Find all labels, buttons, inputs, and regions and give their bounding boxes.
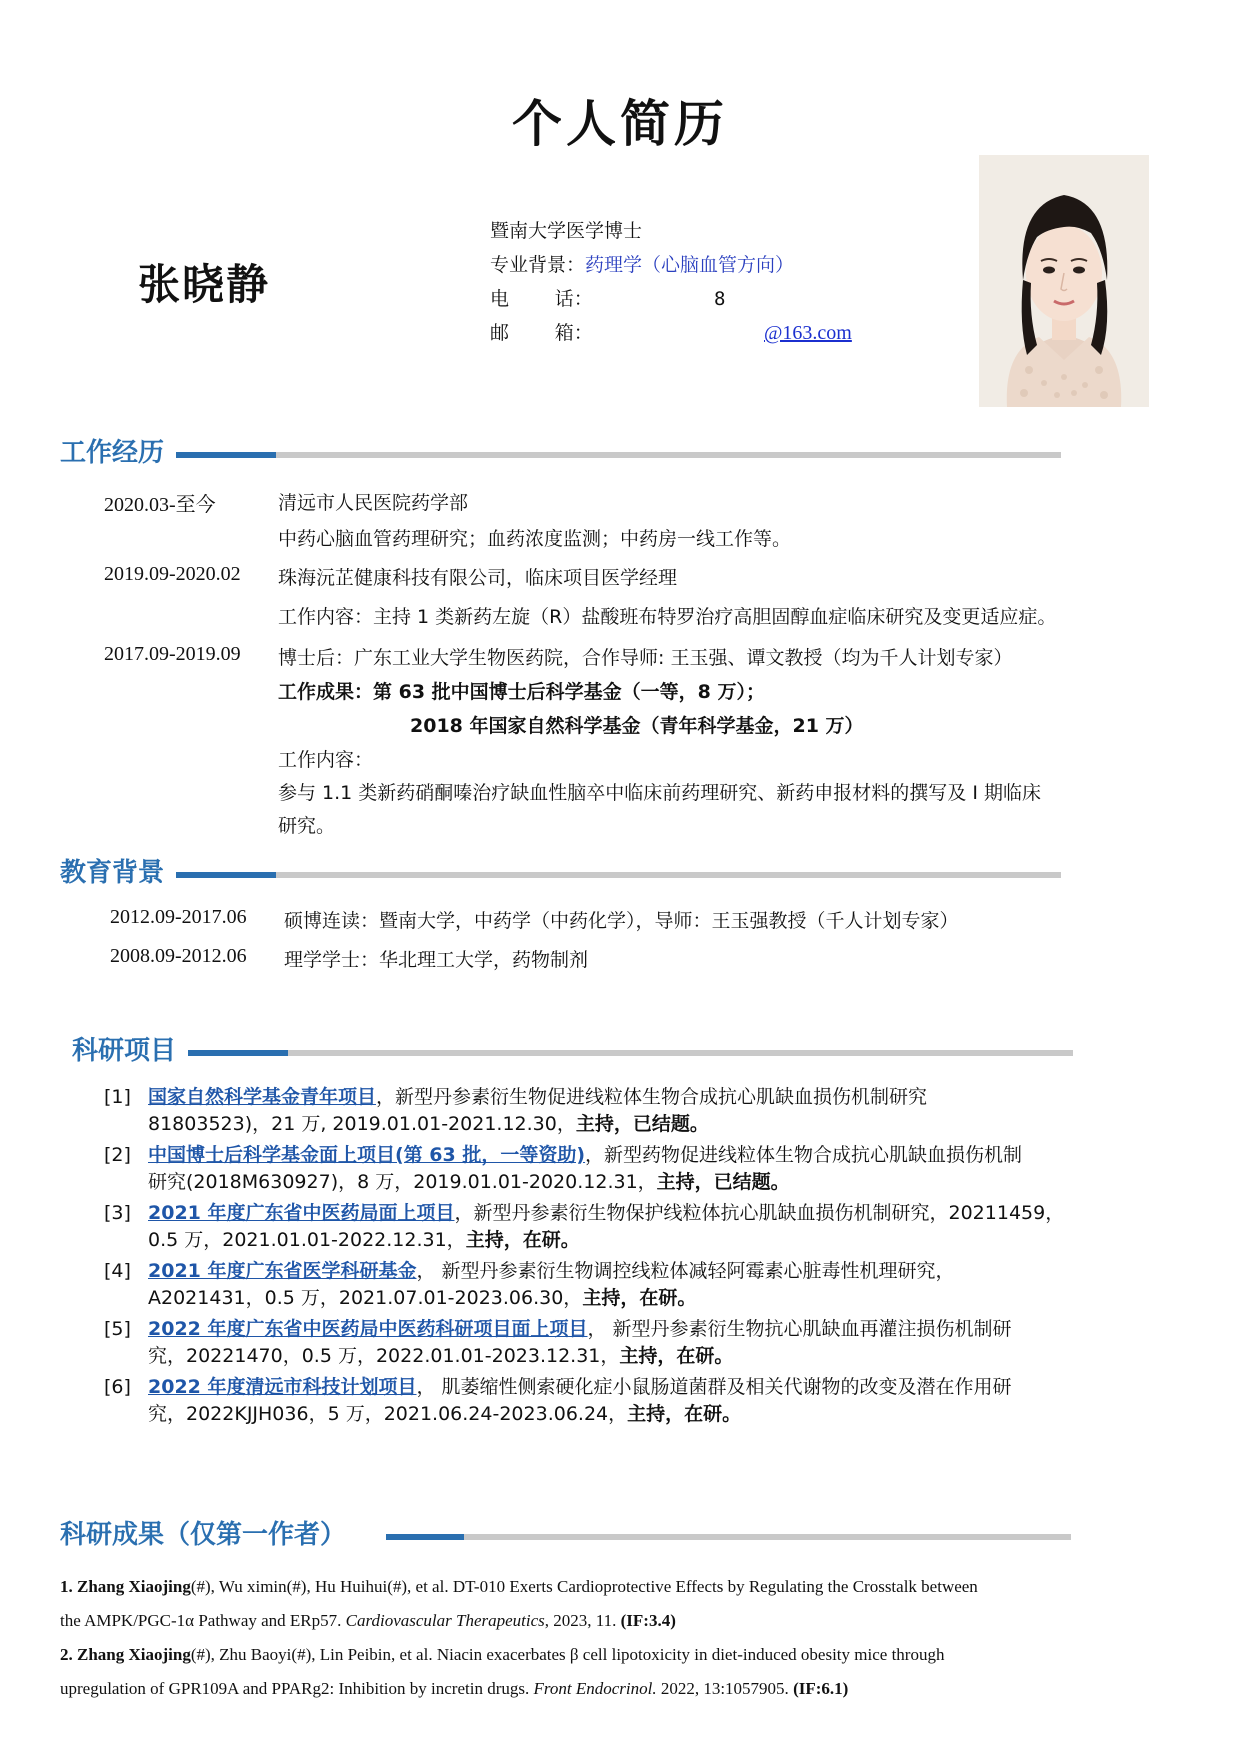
- section-divider-accent: [176, 872, 276, 878]
- project-number: [4]: [104, 1260, 131, 1282]
- project-item-4: [104, 1258, 1144, 1312]
- section-title-research: 科研项目: [72, 1036, 177, 1066]
- publication-author: Zhang Xiaojing: [77, 1577, 191, 1596]
- degree-text: 暨南大学医学博士: [490, 220, 643, 242]
- work-3-line-2: 工作成果：第 63 批中国博士后科学基金（一等，8 万）；: [278, 681, 766, 703]
- work-1-line-2: 中药心脑血管药理研究；血药浓度监测；中药房一线工作等。: [278, 528, 792, 550]
- project-status: 主持，已结题。: [656, 1171, 790, 1193]
- project-link[interactable]: 2022 年度广东省中医药局中医药科研项目面上项目: [148, 1318, 588, 1340]
- project-number: [1]: [104, 1086, 131, 1108]
- project-item-1: [104, 1084, 1144, 1138]
- project-link[interactable]: 2021 年度广东省中医药局面上项目: [148, 1202, 455, 1224]
- project-link[interactable]: 2022 年度清远市科技计划项目: [148, 1376, 417, 1398]
- publication-journal: Cardiovascular Therapeutics: [345, 1611, 545, 1630]
- section-divider-accent: [386, 1534, 464, 1540]
- project-status: 主持，已结题。: [575, 1113, 709, 1135]
- publication-2-line-1: [60, 1638, 1140, 1672]
- project-link[interactable]: 中国博士后科学基金面上项目(第 63 批，一等资助): [148, 1144, 586, 1166]
- profile-photo: [979, 155, 1149, 407]
- edu-text-2: 理学学士：华北理工大学，药物制剂: [284, 949, 589, 971]
- project-number: [6]: [104, 1376, 131, 1398]
- publication-title-end: the AMPK/PGC-1α Pathway and ERp57.: [60, 1611, 346, 1630]
- major-line: [490, 250, 794, 277]
- email-line: [490, 318, 852, 345]
- project-item-2: [104, 1142, 1144, 1196]
- work-3-line-6: 研究。: [278, 815, 336, 837]
- edu-text-1: 硕博连读：暨南大学，中药学（中药化学），导师：王玉强教授（千人计划专家）: [284, 910, 959, 932]
- page-title: 个人简历: [512, 94, 728, 153]
- section-divider: [176, 452, 1061, 458]
- major-label: 专业背景：: [490, 254, 586, 276]
- section-divider-accent: [188, 1050, 288, 1056]
- work-2-line-2: 工作内容：主持 1 类新药左旋（R）盐酸班布特罗治疗高胆固醇血症临床研究及变更适应症。: [278, 606, 1057, 628]
- work-3-line-1: 博士后：广东工业大学生物医药院，合作导师: 王玉强、谭文教授（均为千人计划专家）: [278, 647, 1013, 669]
- project-status: 主持，在研。: [582, 1287, 697, 1309]
- section-title-education: 教育背景: [60, 858, 165, 888]
- phone-line: [490, 284, 725, 311]
- project-status: 主持，在研。: [465, 1229, 580, 1251]
- project-number: [5]: [104, 1318, 131, 1340]
- project-details: 81803523)，21 万, 2019.01.01-2021.12.30，: [148, 1113, 576, 1135]
- edu-date-1: 2012.09-2017.06: [110, 906, 247, 928]
- publication-2-line-2: [60, 1672, 1140, 1706]
- work-date-3: 2017.09-2019.09: [104, 643, 241, 665]
- work-3-line-5: 参与 1.1 类新药硝酮嗪治疗缺血性脑卒中临床前药理研究、新药申报材料的撰写及 I 期临床: [278, 782, 1041, 804]
- project-title: ， 新型丹参素衍生物调控线粒体减轻阿霉素心脏毒性机理研究，: [416, 1260, 955, 1282]
- section-research-header: [72, 1030, 1082, 1070]
- work-date-1: 2020.03-至今: [104, 494, 216, 516]
- work-1-line-1: 清远市人民医院药学部: [278, 492, 469, 514]
- section-divider: [176, 872, 1061, 878]
- publication-number: 2.: [60, 1645, 73, 1664]
- project-title: ，新型药物促进线粒体生物合成抗心肌缺血损伤机制: [585, 1144, 1023, 1166]
- project-details: 0.5 万，2021.01.01-2022.12.31，: [148, 1229, 466, 1251]
- project-title: ，新型丹参素衍生物促进线粒体生物合成抗心肌缺血损伤机制研究: [376, 1086, 928, 1108]
- section-title-work: 工作经历: [60, 438, 165, 468]
- publication-volume: 2022, 13:1057905.: [656, 1679, 794, 1698]
- publication-citation: (#), Zhu Baoyi(#), Lin Peibin, et al. Niacin exacerbates β cell lipotoxicity in diet-induced obesity mice through: [190, 1645, 945, 1664]
- publication-impact-factor: (IF:3.4): [620, 1611, 676, 1630]
- project-status: 主持，在研。: [627, 1403, 742, 1425]
- publication-1-line-1: [60, 1570, 1140, 1604]
- project-details: 研究(2018M630927)，8 万，2019.01.01-2020.12.31，: [148, 1171, 657, 1193]
- publication-citation: (#), Wu ximin(#), Hu Huihui(#), et al. DT-010 Exerts Cardioprotective Effects by Regulating the Crosstalk between: [190, 1577, 978, 1596]
- project-title: ， 新型丹参素衍生物抗心肌缺血再灌注损伤机制研: [587, 1318, 1012, 1340]
- publication-journal: Front Endocrinol.: [533, 1679, 657, 1698]
- work-3-line-4: 工作内容：: [278, 749, 374, 771]
- project-item-6: [104, 1374, 1144, 1428]
- publication-title-end: upregulation of GPR109A and PPARg2: Inhibition by incretin drugs.: [60, 1679, 534, 1698]
- phone-value: 8: [714, 288, 726, 310]
- project-details: A2021431，0.5 万，2021.07.01-2023.06.30，: [148, 1287, 583, 1309]
- publication-2: [60, 1638, 1140, 1706]
- portrait-image: [979, 155, 1149, 407]
- project-number: [2]: [104, 1144, 131, 1166]
- degree-line: [490, 216, 642, 243]
- publication-impact-factor: (IF:6.1): [793, 1679, 849, 1698]
- project-number: [3]: [104, 1202, 131, 1224]
- section-education-header: [60, 852, 1070, 892]
- section-divider-accent: [176, 452, 276, 458]
- email-link[interactable]: @163.com: [764, 322, 852, 344]
- project-status: 主持，在研。: [619, 1345, 734, 1367]
- section-achievements-header: [60, 1514, 1070, 1554]
- project-link[interactable]: 2021 年度广东省医学科研基金: [148, 1260, 417, 1282]
- project-item-5: [104, 1316, 1144, 1370]
- publication-volume: , 2023, 11.: [544, 1611, 621, 1630]
- publication-1-line-2: [60, 1604, 1140, 1638]
- section-divider: [386, 1534, 1071, 1540]
- section-work-header: [60, 432, 1070, 472]
- project-title: ， 肌萎缩性侧索硬化症小鼠肠道菌群及相关代谢物的改变及潜在作用研: [416, 1376, 1012, 1398]
- project-link[interactable]: 国家自然科学基金青年项目: [148, 1086, 377, 1108]
- publication-number: 1.: [60, 1577, 73, 1596]
- phone-label: 电 话：: [490, 288, 593, 310]
- work-date-2: 2019.09-2020.02: [104, 563, 241, 585]
- edu-date-2: 2008.09-2012.06: [110, 945, 247, 967]
- section-title-achievements: 科研成果（仅第一作者）: [60, 1520, 347, 1550]
- project-details: 究，2022KJJH036，5 万，2021.06.24-2023.06.24，: [148, 1403, 628, 1425]
- project-title: ，新型丹参素衍生物保护线粒体抗心肌缺血损伤机制研究，20211459，: [454, 1202, 1065, 1224]
- email-label: 邮 箱：: [490, 322, 593, 344]
- publication-author: Zhang Xiaojing: [77, 1645, 191, 1664]
- project-item-3: [104, 1200, 1144, 1254]
- section-divider: [188, 1050, 1073, 1056]
- work-3-line-3: 2018 年国家自然科学基金（青年科学基金，21 万）: [410, 715, 864, 737]
- major-value: 药理学（心脑血管方向）: [585, 254, 795, 276]
- person-name: 张晓静: [138, 260, 271, 309]
- publication-1: [60, 1570, 1140, 1638]
- project-details: 究，20221470，0.5 万，2022.01.01-2023.12.31，: [148, 1345, 620, 1367]
- work-2-line-1: 珠海沅芷健康科技有限公司，临床项目医学经理: [278, 567, 678, 589]
